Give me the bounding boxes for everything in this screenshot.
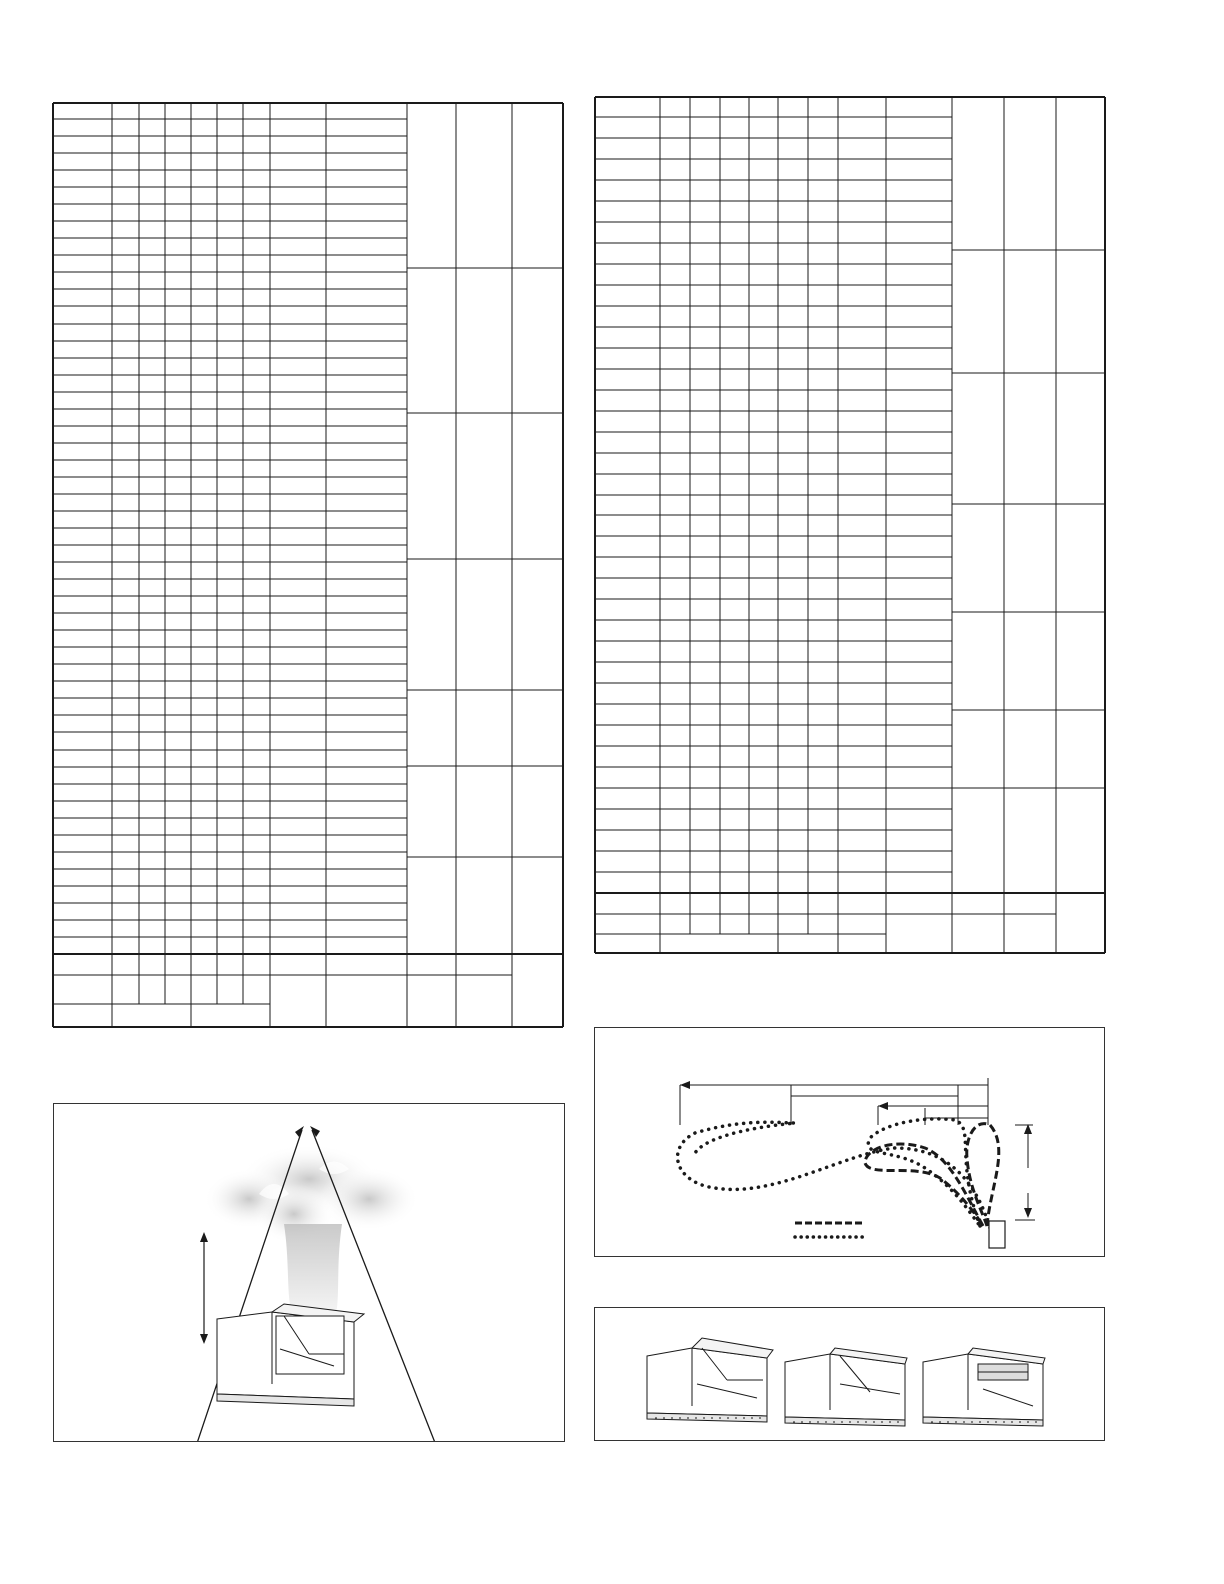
- dotted-line-icon: [678, 1122, 990, 1228]
- throw-profile-figure: [594, 1027, 1105, 1257]
- unit-variants-drawing: [595, 1308, 1104, 1440]
- right-spec-table: [594, 96, 1106, 954]
- air-plume-icon: [204, 1144, 419, 1314]
- unit-housing-icon: [217, 1304, 364, 1406]
- height-arrow-icon: [200, 1232, 208, 1344]
- unit-variant-icon: [647, 1338, 773, 1422]
- left-table-grid: [52, 102, 564, 1028]
- throw-height-arrow: [1015, 1124, 1035, 1256]
- right-table-grid: [594, 96, 1106, 954]
- unit-icon: [989, 1221, 1005, 1248]
- air-curtain-drawing: [54, 1104, 564, 1441]
- throw-profile-drawing: [595, 1028, 1104, 1256]
- unit-variant-icon: [923, 1348, 1045, 1426]
- left-spec-table: [52, 102, 564, 1028]
- unit-variants-figure: [594, 1307, 1105, 1441]
- air-curtain-figure: [53, 1103, 565, 1442]
- throw-legend: [795, 1223, 863, 1237]
- throw-dimension-lines: [680, 1078, 1033, 1256]
- unit-variant-icon: [785, 1348, 907, 1426]
